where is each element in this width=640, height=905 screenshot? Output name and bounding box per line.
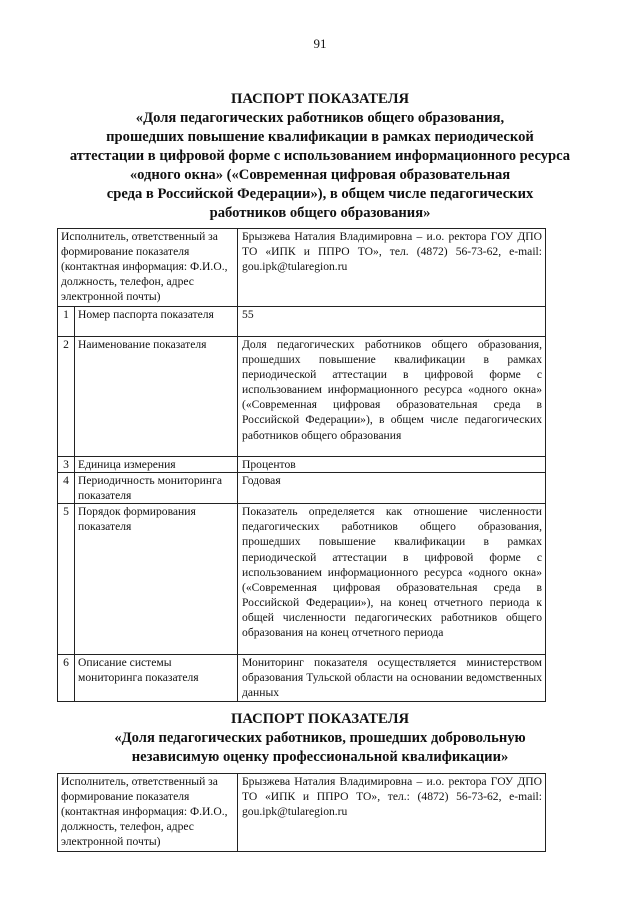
table-row [58, 774, 546, 852]
executor-label: Исполнитель, ответственный за формирование показателя (контактная информация: Ф.И.О., должность, телефон, адрес электронной почты) [58, 229, 238, 307]
row-number: 4 [58, 473, 75, 504]
title-line: ПАСПОРТ ПОКАЗАТЕЛЯ [231, 91, 409, 107]
passport-1-table [57, 228, 546, 702]
title-line: «Доля педагогических работников общего образования, [135, 110, 505, 126]
title-line: работников общего образования» [209, 205, 431, 221]
table-row [58, 307, 546, 337]
executor-label: Исполнитель, ответственный за формирование показателя (контактная информация: Ф.И.О., должность, телефон, адрес электронной почты) [58, 774, 238, 852]
table-row [58, 229, 546, 307]
executor-value: Брызжева Наталия Владимировна – и.о. ректора ГОУ ДПО ТО «ИПК и ППРО ТО», тел.: (4872) 56-73-62, e-mail: gou.ipk@tularegion.ru [238, 774, 546, 852]
row-number: 5 [58, 504, 75, 655]
row-value: Показатель определяется как отношение численности педагогических работников общего образования, прошедших повышение квалификации в рамках периодической аттестации в цифровой форме с использованием информационного ресурса «одного окна» («Современная цифровая образовательная среда в Российской Федерации»), на конец отчетного периода к общей численности педагогических работников общего образования на конец отчетного периода [238, 504, 546, 655]
table-row [58, 655, 546, 701]
executor-value: Брызжева Наталия Владимировна – и.о. ректора ГОУ ДПО ТО «ИПК и ППРО ТО», тел. (4872) 56-73-62, e-mail: gou.ipk@tularegion.ru [238, 229, 546, 307]
title-line: независимую оценку профессиональной квалификации» [131, 749, 509, 765]
table-row [58, 504, 546, 655]
title-line: прошедших повышение квалификации в рамках периодической [106, 129, 534, 145]
row-value: Мониторинг показателя осуществляется министерством образования Тульской области на основании ведомственных данных [238, 655, 546, 701]
row-value: Годовая [238, 473, 546, 504]
row-label: Порядок формирования показателя [75, 504, 238, 655]
title-line: аттестации в цифровой форме с использованием информационного ресурса [69, 148, 571, 164]
title-line: ПАСПОРТ ПОКАЗАТЕЛЯ [231, 711, 409, 727]
title-line: «одного окна» («Современная цифровая образовательная [129, 167, 511, 183]
row-label: Периодичность мониторинга показателя [75, 473, 238, 504]
row-number: 3 [58, 457, 75, 473]
row-label: Наименование показателя [75, 337, 238, 457]
row-label: Единица измерения [75, 457, 238, 473]
row-value: 55 [238, 307, 546, 337]
table-row [58, 473, 546, 504]
page-number: 91 [313, 36, 327, 51]
row-value: Доля педагогических работников общего образования, прошедших повышение квалификации в рамках периодической аттестации в цифровой форме с использованием информационного ресурса «одного окна» («Современная цифровая образовательная среда в Российской Федерации»), в общем числе педагогических работников общего образования [238, 337, 546, 457]
title-line: среда в Российской Федерации»), в общем числе педагогических [106, 186, 534, 202]
row-number: 1 [58, 307, 75, 337]
passport-2-table [57, 773, 546, 852]
row-number: 2 [58, 337, 75, 457]
passport-2-title [40, 710, 600, 767]
row-label: Описание системы мониторинга показателя [75, 655, 238, 701]
row-label: Номер паспорта показателя [75, 307, 238, 337]
table-row [58, 457, 546, 473]
title-line: «Доля педагогических работников, прошедших добровольную [114, 730, 526, 746]
row-value: Процентов [238, 457, 546, 473]
passport-1-title [40, 90, 600, 223]
row-number: 6 [58, 655, 75, 701]
table-row [58, 337, 546, 457]
